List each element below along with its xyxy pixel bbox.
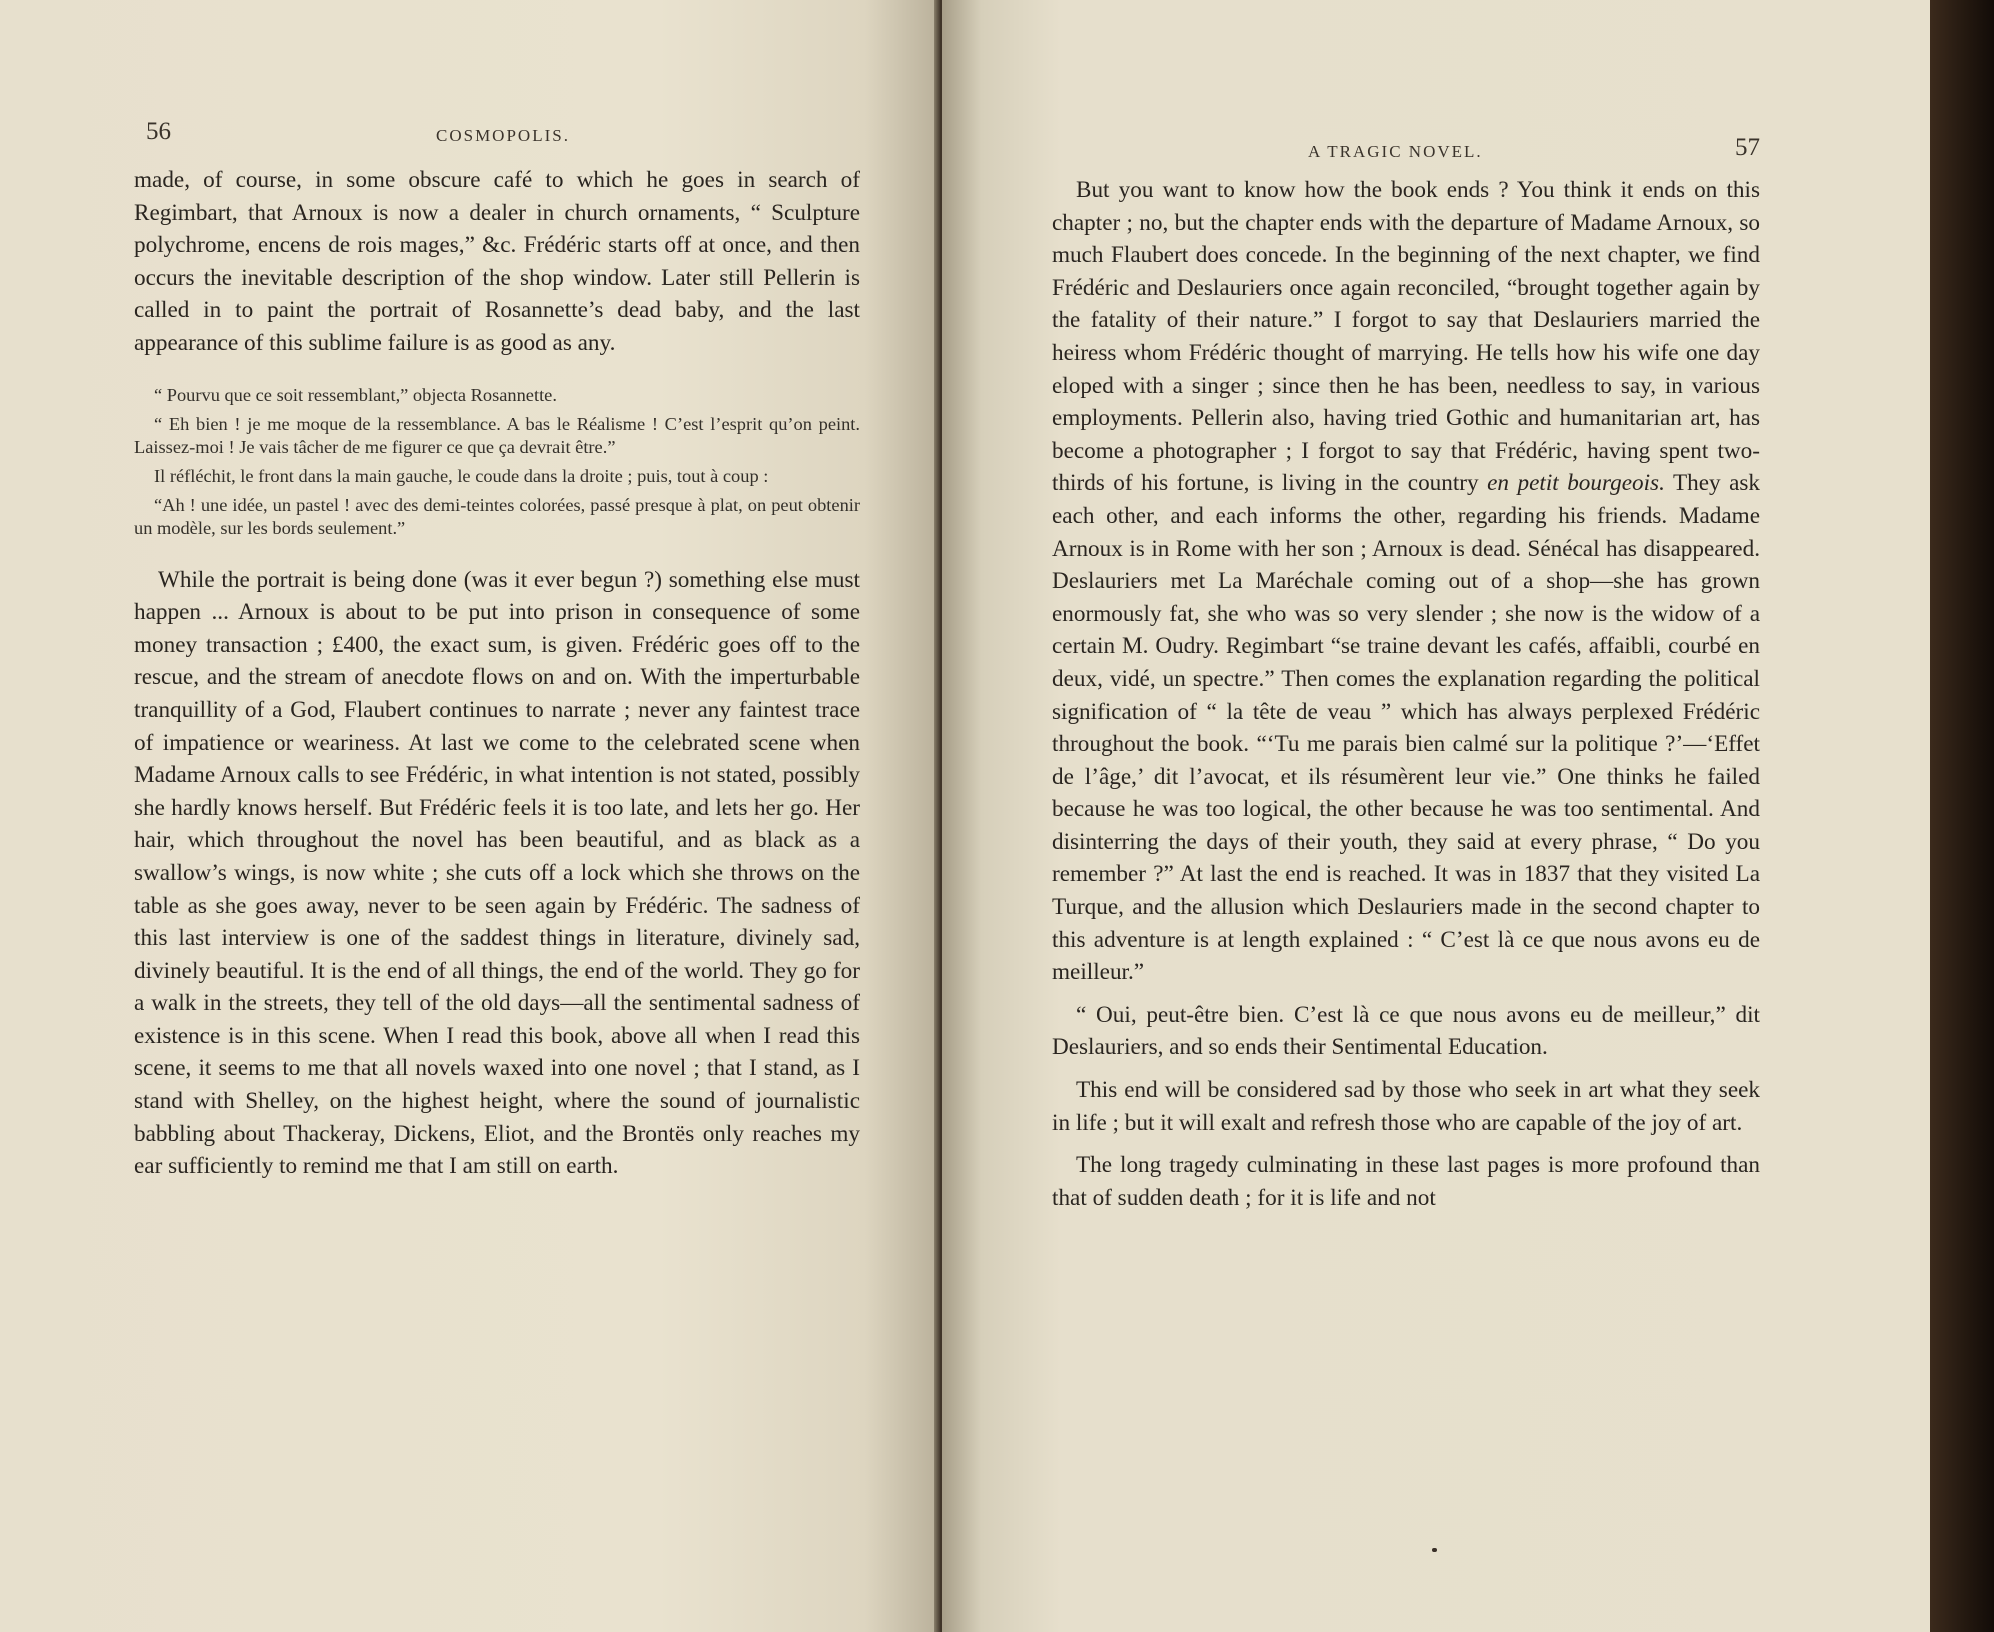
right-page-number: 57 [1735, 134, 1760, 161]
quote-line: “ Eh bien ! je me moque de la ressemblance. A bas le Réalisme ! C’est l’esprit qu’on peint. Laissez-moi ! Je vais tâcher de me figurer ce que ça devrait être.” [134, 413, 860, 457]
right-header [1052, 128, 1760, 174]
right-paragraph-2: “ Oui, peut-être bien. C’est là ce que nous avons eu de meilleur,” dit Deslauriers, and so ends their Sentimental Education. [1052, 1001, 1760, 1061]
p1-italic-phrase: en petit bourgeois. [1487, 470, 1665, 497]
french-quotation [134, 384, 860, 540]
quote-line: “ Pourvu que ce soit ressemblant,” objecta Rosannette. [154, 384, 557, 405]
quote-line: Il réfléchit, le front dans la main gauche, le coude dans la droite ; puis, tout à coup : [154, 465, 769, 486]
right-running-head: A TRAGIC NOVEL. [1308, 142, 1483, 161]
left-closing-paragraph: While the portrait is being done (was it ever begun ?) something else must happen ... Arnoux is about to be put into prison in consequence of some money transaction ; £400, the exact sum, is given. Frédéric goes off to the rescue, and the stream of anecdote flows on and on. With the imperturbable tranquillity of a God, Flaubert continues to narrate ; never any faintest trace of impatience or weariness. At last we come to the celebrated scene when Madame Arnoux calls to see Frédéric, in what intention is not stated, possibly she hardly knows herself. But Frédéric feels it is too late, and lets her go. Her hair, which throughout the novel has been beautiful, and as black as a swallow’s wings, is now white ; she cuts off a lock which she throws on the table as she goes away, never to be seen again by Frédéric. The sadness of this last interview is one of the saddest things in literature, divinely sad, divinely beautiful. It is the end of all things, the end of the world. They go for a walk in the streets, they tell of the old days—all the sentimental sadness of existence is in this scene. When I read this book, above all when I read this scene, it seems to me that all novels waxed into one novel ; that I stand, as I stand with Shelley, on the highest height, where the sound of journalistic babbling about Thackeray, Dickens, Eliot, and the Brontës only reaches my ear sufficiently to remind me that I am still on earth. [134, 566, 860, 1180]
right-paragraph-1 [1052, 174, 1760, 989]
left-body [134, 164, 860, 1183]
left-page-number: 56 [146, 118, 171, 145]
quote-line: “Ah ! une idée, un pastel ! avec des demi-teintes colorées, passé presque à plat, on peut obtenir un modèle, sur les bords seulement.” [134, 494, 860, 538]
right-paragraph-3: This end will be considered sad by those who seek in art what they seek in life ; but it will exalt and refresh those who are capable of the joy of art. [1052, 1077, 1760, 1136]
right-body [1052, 174, 1760, 1214]
left-page [0, 0, 940, 1632]
right-page [942, 0, 1930, 1632]
left-opening-paragraph: made, of course, in some obscure café to which he goes in search of Regimbart, that Arnoux is now a dealer in church ornaments, “ Sculpture polychrome, encens de rois mages,” &c. Frédéric starts off at once, and then occurs the inevitable description of the shop window. Later still Pellerin is called in to paint the portrait of Rosannette’s dead baby, and the last appearance of this sublime failure is as good as any. [134, 167, 860, 356]
ink-speck [1432, 1548, 1437, 1552]
left-header [134, 118, 860, 164]
book-cover-edge [1930, 0, 1994, 1632]
left-running-head: COSMOPOLIS. [436, 126, 570, 145]
p1-text-b: They ask each other, and each informs the other, regarding his friends. Madame Arnoux is in Rome with her son ; Arnoux is dead. Sénécal has disappeared. Deslauriers met La Maréchale coming out of a shop—she has grown enormously fat, she who was so very slender ; she now is the widow of a certain M. Oudry. Regimbart “se traine devant les cafés, affaibli, courbé en deux, vidé, un spectre.” Then comes the explanation regarding the political signification of “ la tête de veau ” which has always perplexed Frédéric throughout the book. “‘Tu me parais bien calmé sur la politique ?’—‘Effet de l’âge,’ dit l’avocat, et ils résumèrent leur vie.” One thinks he failed because he was too logical, the other because he was too sentimental. And disinterring the days of their youth, they said at every phrase, “ Do you remember ?” At last the end is reached. It was in 1837 that they visited La Turque, and the allusion which Deslauriers made in the second chapter to this adventure is at length explained : “ C’est là ce que nous avons eu de meilleur.” [1052, 470, 1761, 986]
right-paragraph-4: The long tragedy culminating in these last pages is more profound than that of sudden death ; for it is life and not [1052, 1152, 1760, 1211]
p1-text-a: But you want to know how the book ends ? You think it ends on this chapter ; no, but the chapter ends with the departure of Madame Arnoux, so much Flaubert does concede. In the beginning of the next chapter, we find Frédéric and Deslauriers once again reconciled, “brought together again by the fatality of their nature.” I forgot to say that Deslauriers married the heiress whom Frédéric thought of marrying. He tells how his wife one day eloped with a singer ; since then he has been, needless to say, in various employments. Pellerin also, having tried Gothic and humanitarian art, has become a photographer ; I forgot to say that Frédéric, having spent two-thirds of his fortune, is living in the country [1052, 177, 1760, 497]
